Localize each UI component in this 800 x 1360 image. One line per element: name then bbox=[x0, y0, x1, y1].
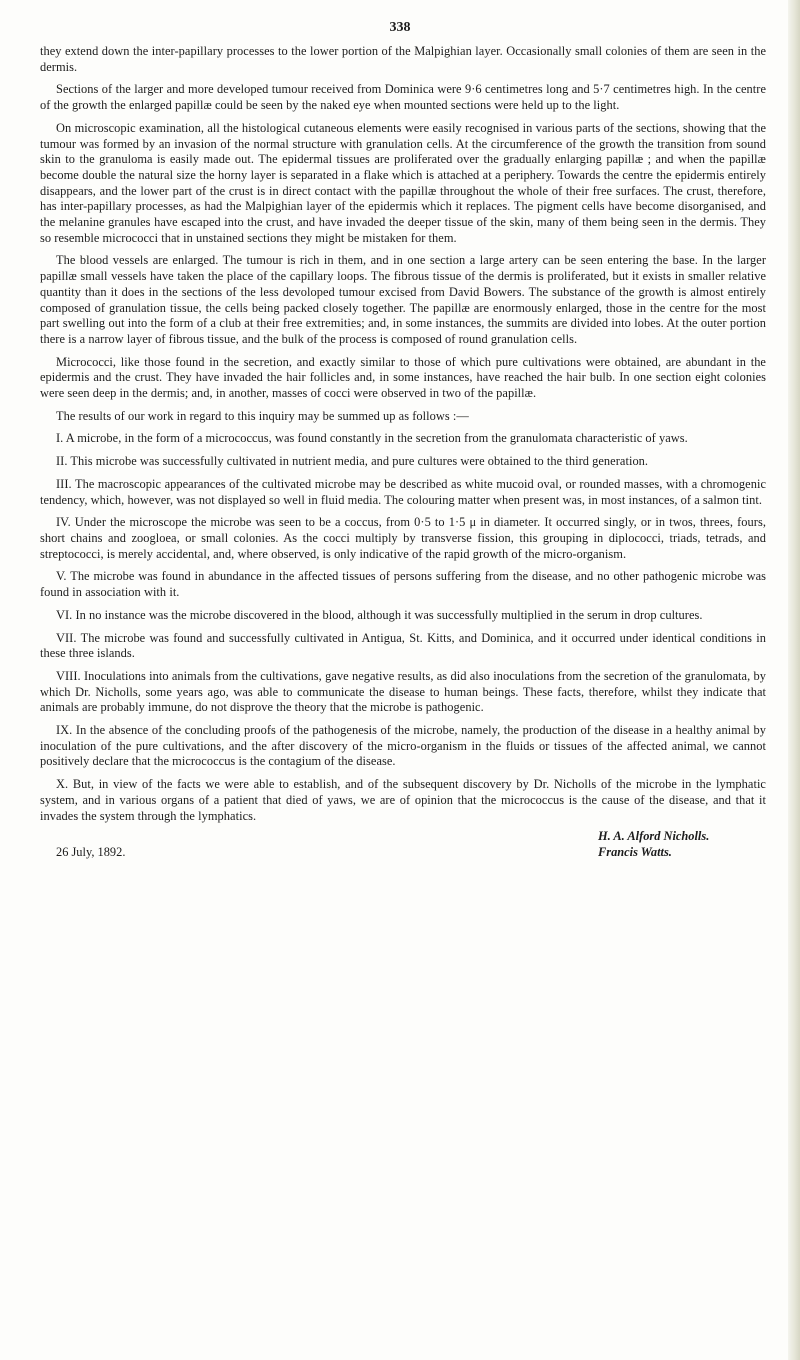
signature-block bbox=[40, 829, 766, 863]
finding-iii: III. The macroscopic appearances of the cultivated microbe may be described as white mucoid oval, or rounded masses, with a chromogenic tendency, which, however, was not displayed so well in fluid media. The colouring matter when present was, in most instances, of a salmon tint. bbox=[40, 476, 766, 507]
finding-ix: IX. In the absence of the concluding proofs of the pathogenesis of the microbe, namely, the production of the disease in a healthy animal by inoculation of the pure cultivations, and the after discovery of the micro-organism in the fluids or tissues of the affected animal, we cannot positively declare that the micrococcus is the contagium of the disease. bbox=[40, 723, 766, 769]
paragraph-continuation: they extend down the inter-papillary processes to the lower portion of the Malpighian layer. Occasionally small colonies of them are seen in the dermis. bbox=[40, 44, 766, 74]
signature-date: 26 July, 1892. bbox=[56, 845, 126, 860]
paragraph-blood-vessels: The blood vessels are enlarged. The tumour is rich in them, and in one section a large artery can be seen entering the base. In the larger papillæ small vessels have taken the place of the capillary loops. The fibrous tissue of the dermis is proliferated, but it exists in smaller relative quantity than it does in the sections of the less devoloped tumour excised from David Bowers. The substance of the growth is almost entirely composed of granulation tissue, the cells being packed closely together. The papillæ are enormously enlarged, those in the centre for the most part swelling out into the form of a club at their free extremities; and, in some instances, the summits are divided into lobes. At the outer portion there is a narrow layer of fibrous tissue, and the bulk of the process is composed of round granulation cells. bbox=[40, 253, 766, 346]
finding-x: X. But, in view of the facts we were able to establish, and of the subsequent discovery by Dr. Nicholls of the microbe in the lymphatic system, and in various organs of a patient that died of yaws, we are of opinion that the micrococcus is the cause of the disease, and that it invades the system through the lymphatics. bbox=[40, 777, 766, 823]
paragraph-microscopic-examination: On microscopic examination, all the histological cutaneous elements were easily recognised in various parts of the sections, showing that the tumour was formed by an invasion of the normal structure with granulation cells. At the circumference of the growth the transition from sound skin to the granuloma is easily made out. The epidermal tissues are proliferated over the gradually enlarging papillæ ; and when the papillæ become double the natural size the horny layer is separated in a flake which is attached at a periphery. Towards the centre the epidermis entirely disappears, and the lower part of the crust is in direct contact with the papillæ throughout the whole of their free surfaces. The crust, therefore, has inter-papillary processes, as had the Malpighian layer of the epidermis which it replaces. The pigment cells have become disorganised, and the melanine granules have escaped into the crust, and have invaded the deeper tissue of the skin, many of them being seen in the dermis. They so resemble micrococci that in unstained sections they might be mistaken for them. bbox=[40, 120, 766, 245]
finding-viii: VIII. Inoculations into animals from the cultivations, gave negative results, as did also inoculations from the secretion of the granulomata, by which Dr. Nicholls, some years ago, was able to communicate the disease to human beings. These facts, therefore, whilst they indicate that animals are probably immune, do not disprove the theory that the microbe is pathogenic. bbox=[40, 668, 766, 715]
document-body bbox=[40, 44, 766, 863]
signature-author-watts: Francis Watts. bbox=[598, 845, 672, 860]
paragraph-micrococci: Micrococci, like those found in the secretion, and exactly similar to those of which pure cultivations were obtained, are abundant in the epidermis and the crust. They have invaded the hair follicles and, in some instances, have reached the hair bulb. In one section eight colonies were seen deep in the dermis; and, in another, masses of cocci were observed in two of the papillæ. bbox=[40, 354, 766, 401]
finding-vii: VII. The microbe was found and successfully cultivated in Antigua, St. Kitts, and Dominica, and it occurred under identical conditions in these three islands. bbox=[40, 630, 766, 661]
finding-iv: IV. Under the microscope the microbe was seen to be a coccus, from 0·5 to 1·5 μ in diameter. It occurred singly, or in twos, threes, fours, short chains and zoogloea, or small colonies. As the cocci multiply by transverse fission, this grouping in diplococci, triads, tetrads, and streptococci, is merely accidental, and, where observed, is only indicative of the rapid growth of the micro-organism. bbox=[40, 515, 766, 561]
signature-author-nicholls: H. A. Alford Nicholls. bbox=[598, 829, 710, 844]
finding-i: I. A microbe, in the form of a micrococcus, was found constantly in the secretion from the granulomata characteristic of yaws. bbox=[56, 431, 688, 446]
page-number: 338 bbox=[389, 20, 411, 35]
page-edge bbox=[788, 0, 800, 1360]
finding-vi: VI. In no instance was the microbe discovered in the blood, although it was successfully multiplied in the serum in drop cultures. bbox=[56, 607, 703, 622]
finding-v: V. The microbe was found in abundance in the affected tissues of persons suffering from the disease, and no other pathogenic microbe was found in association with it. bbox=[40, 569, 766, 600]
paragraph-results-intro: The results of our work in regard to this inquiry may be summed up as follows :— bbox=[56, 408, 469, 423]
finding-ii: II. This microbe was successfully cultivated in nutrient media, and pure cultures were obtained to the third generation. bbox=[56, 454, 649, 469]
paragraph-sections-dominica: Sections of the larger and more developed tumour received from Dominica were 9·6 centimetres long and 5·7 centimetres high. In the centre of the growth the enlarged papillæ could be seen by the naked eye when mounted sections were held up to the light. bbox=[40, 82, 766, 113]
